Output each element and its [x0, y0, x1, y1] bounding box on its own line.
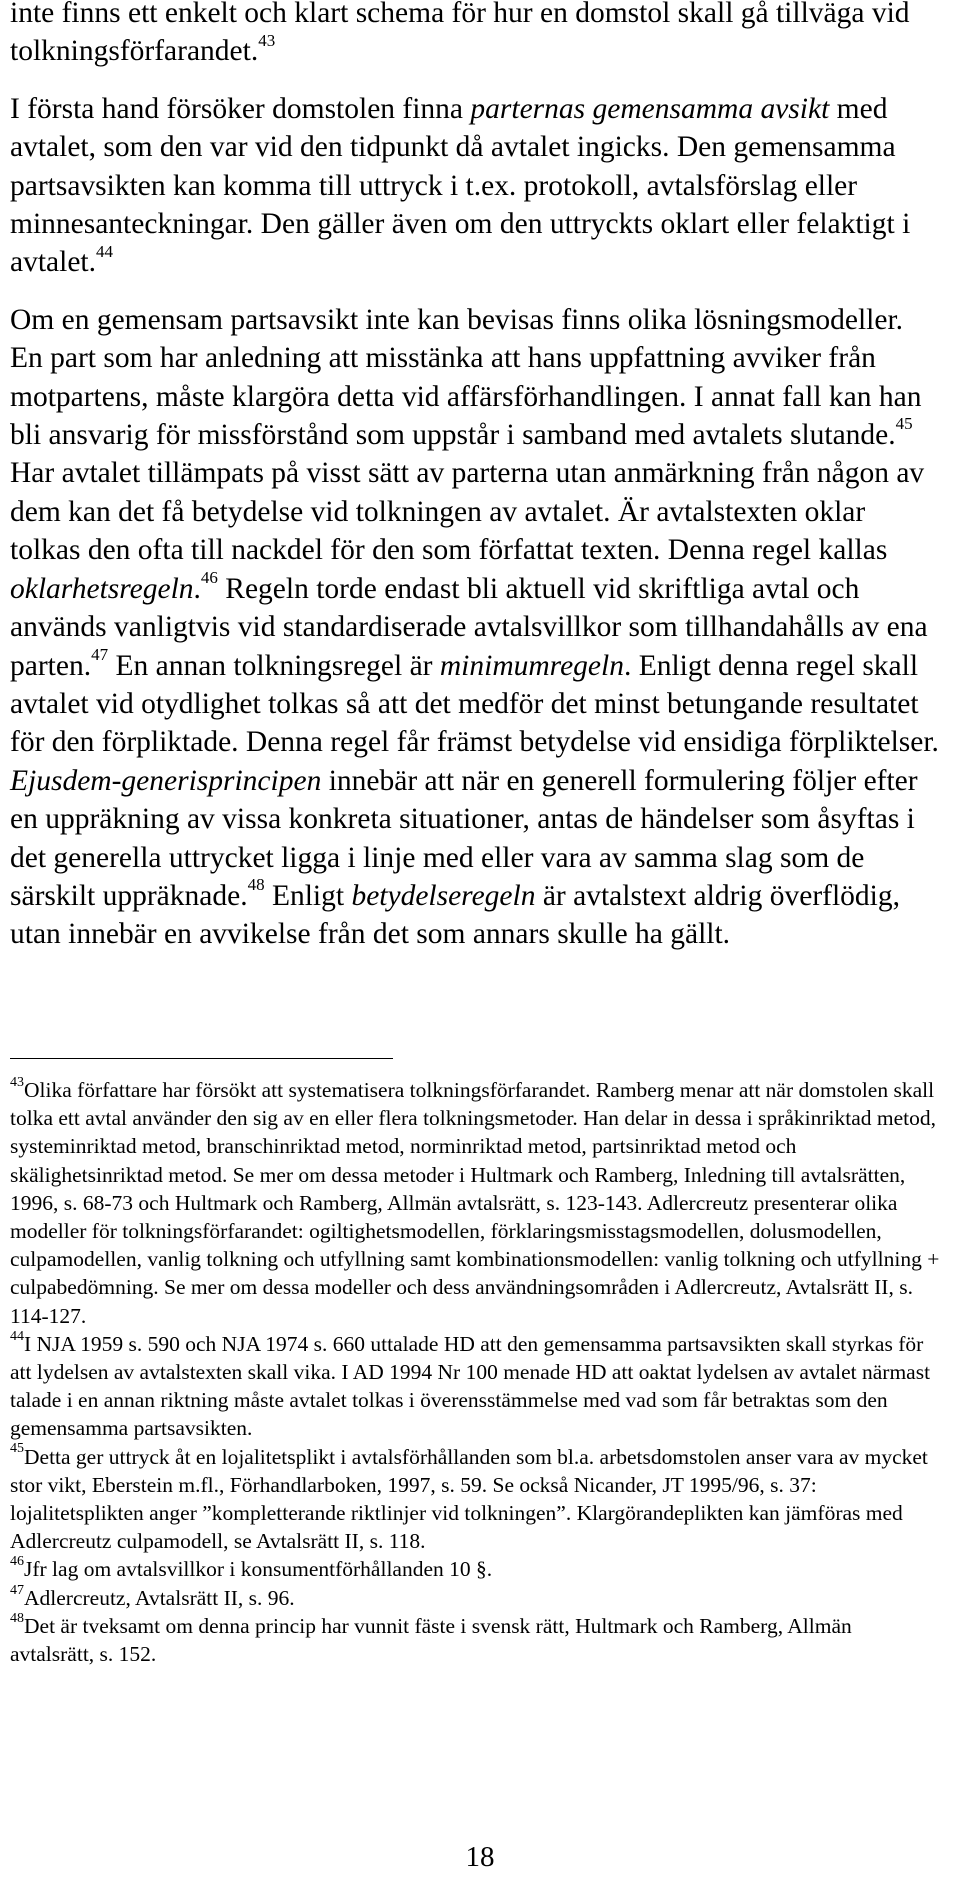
footnote: [10, 1443, 940, 1556]
footnote-number: 46: [10, 1554, 24, 1570]
term-betydelseregeln: betydelseregeln: [351, 879, 536, 912]
footnote-ref-47: 47: [91, 644, 109, 664]
body-text: [10, 0, 940, 954]
term-oklarhetsregeln: oklarhetsregeln: [10, 572, 194, 605]
paragraph-3-text-f: . Enligt denna regel skall avtalet vid otydlighet tolkas så att det medför det minst betungande resultatet för den förpliktade. Denna regel får främst betydelse vid ensidiga förpliktelser.: [10, 649, 939, 759]
paragraph-3-text-b: Har avtalet tillämpats på visst sätt av parterna utan anmärkning från någon av dem kan det få betydelse vid tolkningen av avtalet. Är avtalstexten oklar tolkas den ofta till nackdel för den som författat texten. Denna regel kallas: [10, 457, 925, 567]
footnote-number: 45: [10, 1441, 24, 1457]
paragraph-2-text-a: I första hand försöker domstolen finna: [10, 92, 471, 125]
footnote-ref-45: 45: [895, 414, 913, 434]
paragraph-2-text-b: med avtalet, som den var vid den tidpunkt då avtalet ingicks. Den gemensamma partsavsikten kan komma till uttryck i t.ex. protokoll, avtalsförslag eller minnesanteckningar. Den gäller även om den uttryckts oklart eller felaktigt i avtalet.: [10, 92, 911, 279]
footnote-number: 44: [10, 1328, 24, 1344]
paragraph-3-text-a: Om en gemensam partsavsikt inte kan bevisas finns olika lösningsmodeller. En part som har anledning att misstänka att hans uppfattning avviker från motpartens, måste klargöra detta vid affärsförhandlingen. I annat fall kan han bli ansvarig för missförstånd som uppstår i samband med avtalets slutande.: [10, 303, 922, 452]
footnote-number: 48: [10, 1610, 24, 1626]
term-ejusdem-generisprincipen: Ejusdem-generisprincipen: [10, 764, 322, 797]
paragraph-2: [10, 90, 940, 282]
footnote-ref-46: 46: [200, 567, 218, 587]
footnote-ref-44: 44: [96, 241, 113, 261]
footnote-text: Detta ger uttryck åt en lojalitetsplikt i avtalsförhållanden som bl.a. arbetsdomstolen anser vara av mycket stor vikt, Eberstein m.fl., Förhandlarboken, 1997, s. 59. Se också Nicander, JT 1995/96, s. 37: lojalitetsplikten anger ”kompletterande riktlinjer vid tolkningen”. Klargörandeplikten kan jämföras med Adlercreutz culpamodell, se Avtalsrätt II, s. 118.: [10, 1444, 928, 1554]
footnote: [10, 1612, 940, 1668]
paragraph-3-text-c: .: [193, 572, 201, 605]
footnote: [10, 1555, 940, 1583]
footnote: [10, 1330, 940, 1443]
paragraph-3-text-j: är avtalstext aldrig överflödig, utan innebär en avvikelse från det som annars skulle ha gällt.: [10, 879, 900, 951]
footnote-text: Det är tveksamt om denna princip har vunnit fäste i svensk rätt, Hultmark och Ramberg, Allmän avtalsrätt, s. 152.: [10, 1613, 852, 1667]
footnote-text: Jfr lag om avtalsvillkor i konsumentförhållanden 10 §.: [24, 1557, 493, 1582]
footnote-text: Olika författare har försökt att systematisera tolkningsförfarandet. Ramberg menar att när domstolen skall tolka ett avtal använder den sig av en eller flera tolkningsmetoder. Han delar in dessa i språkinriktad metod, systeminriktad metod, branschinriktad metod, norminriktad metod, partsinriktad metod och skälighetsinriktad metod. Se mer om dessa metoder i Hultmark och Ramberg, Inledning till avtalsrätten, 1996, s. 68-73 och Hultmark och Ramberg, Allmän avtalsrätt, s. 123-143. Adlercreutz presenterar olika modeller för tolkningsförfarandet: ogiltighetsmodellen, förklaringsmisstagsmodellen, dolusmodellen, culpamodellen, vanlig tolkning och utfyllning samt kombinationsmodellen: vanlig tolkning och utfyllning + culpabedömning. Se mer om dessa modeller och dess användningsområden i Adlercreutz, Avtalsrätt II, s. 114-127.: [10, 1078, 940, 1328]
footnote-number: 47: [10, 1582, 24, 1598]
page-number: 18: [465, 1841, 495, 1873]
paragraph-3-text-e: En annan tolkningsregel är: [108, 649, 440, 682]
footnote: [10, 1584, 940, 1612]
paragraph-3: [10, 301, 940, 954]
paragraph-3-text-i: Enligt: [264, 879, 352, 912]
footnote-ref-48: 48: [247, 875, 265, 895]
paragraph-3-text-h: innebär att när en generell formulering följer efter en uppräkning av vissa konkreta situationer, antas de händelser som åsyftas i det generella uttrycket ligga i linje med eller vara av samma slag som de särskilt uppräknade.: [10, 764, 918, 912]
footnote-text: I NJA 1959 s. 590 och NJA 1974 s. 660 uttalade HD att den gemensamma partsavsikten skall styrkas för att lydelsen av avtalstexten skall vika. I AD 1994 Nr 100 menade HD att oaktat lydelsen av avtalet närmast talade i en annan riktning måste avtalet tolkas i överensstämmelse med vad som får betraktas som den gemensamma partsavsikten.: [10, 1331, 931, 1441]
paragraph-1: [10, 0, 940, 71]
footnote-separator: [10, 1058, 393, 1059]
footnotes: [10, 1076, 940, 1668]
paragraph-1-text: inte finns ett enkelt och klart schema för hur en domstol skall gå tillväga vid tolkningsförfarandet.: [10, 0, 910, 68]
term-minimumregeln: minimumregeln: [439, 649, 624, 682]
footnote: [10, 1076, 940, 1330]
footnote-number: 43: [10, 1074, 24, 1090]
footnote-text: Adlercreutz, Avtalsrätt II, s. 96.: [24, 1585, 295, 1610]
paragraph-3-text-d: Regeln torde endast bli aktuell vid skriftliga avtal och används vanligtvis vid standardiserade avtalsvillkor som tillhandahålls av ena parten.: [10, 572, 928, 682]
footnote-ref-43: 43: [258, 30, 276, 50]
term-parternas-gemensamma-avsikt: parternas gemensamma avsikt: [470, 92, 830, 125]
